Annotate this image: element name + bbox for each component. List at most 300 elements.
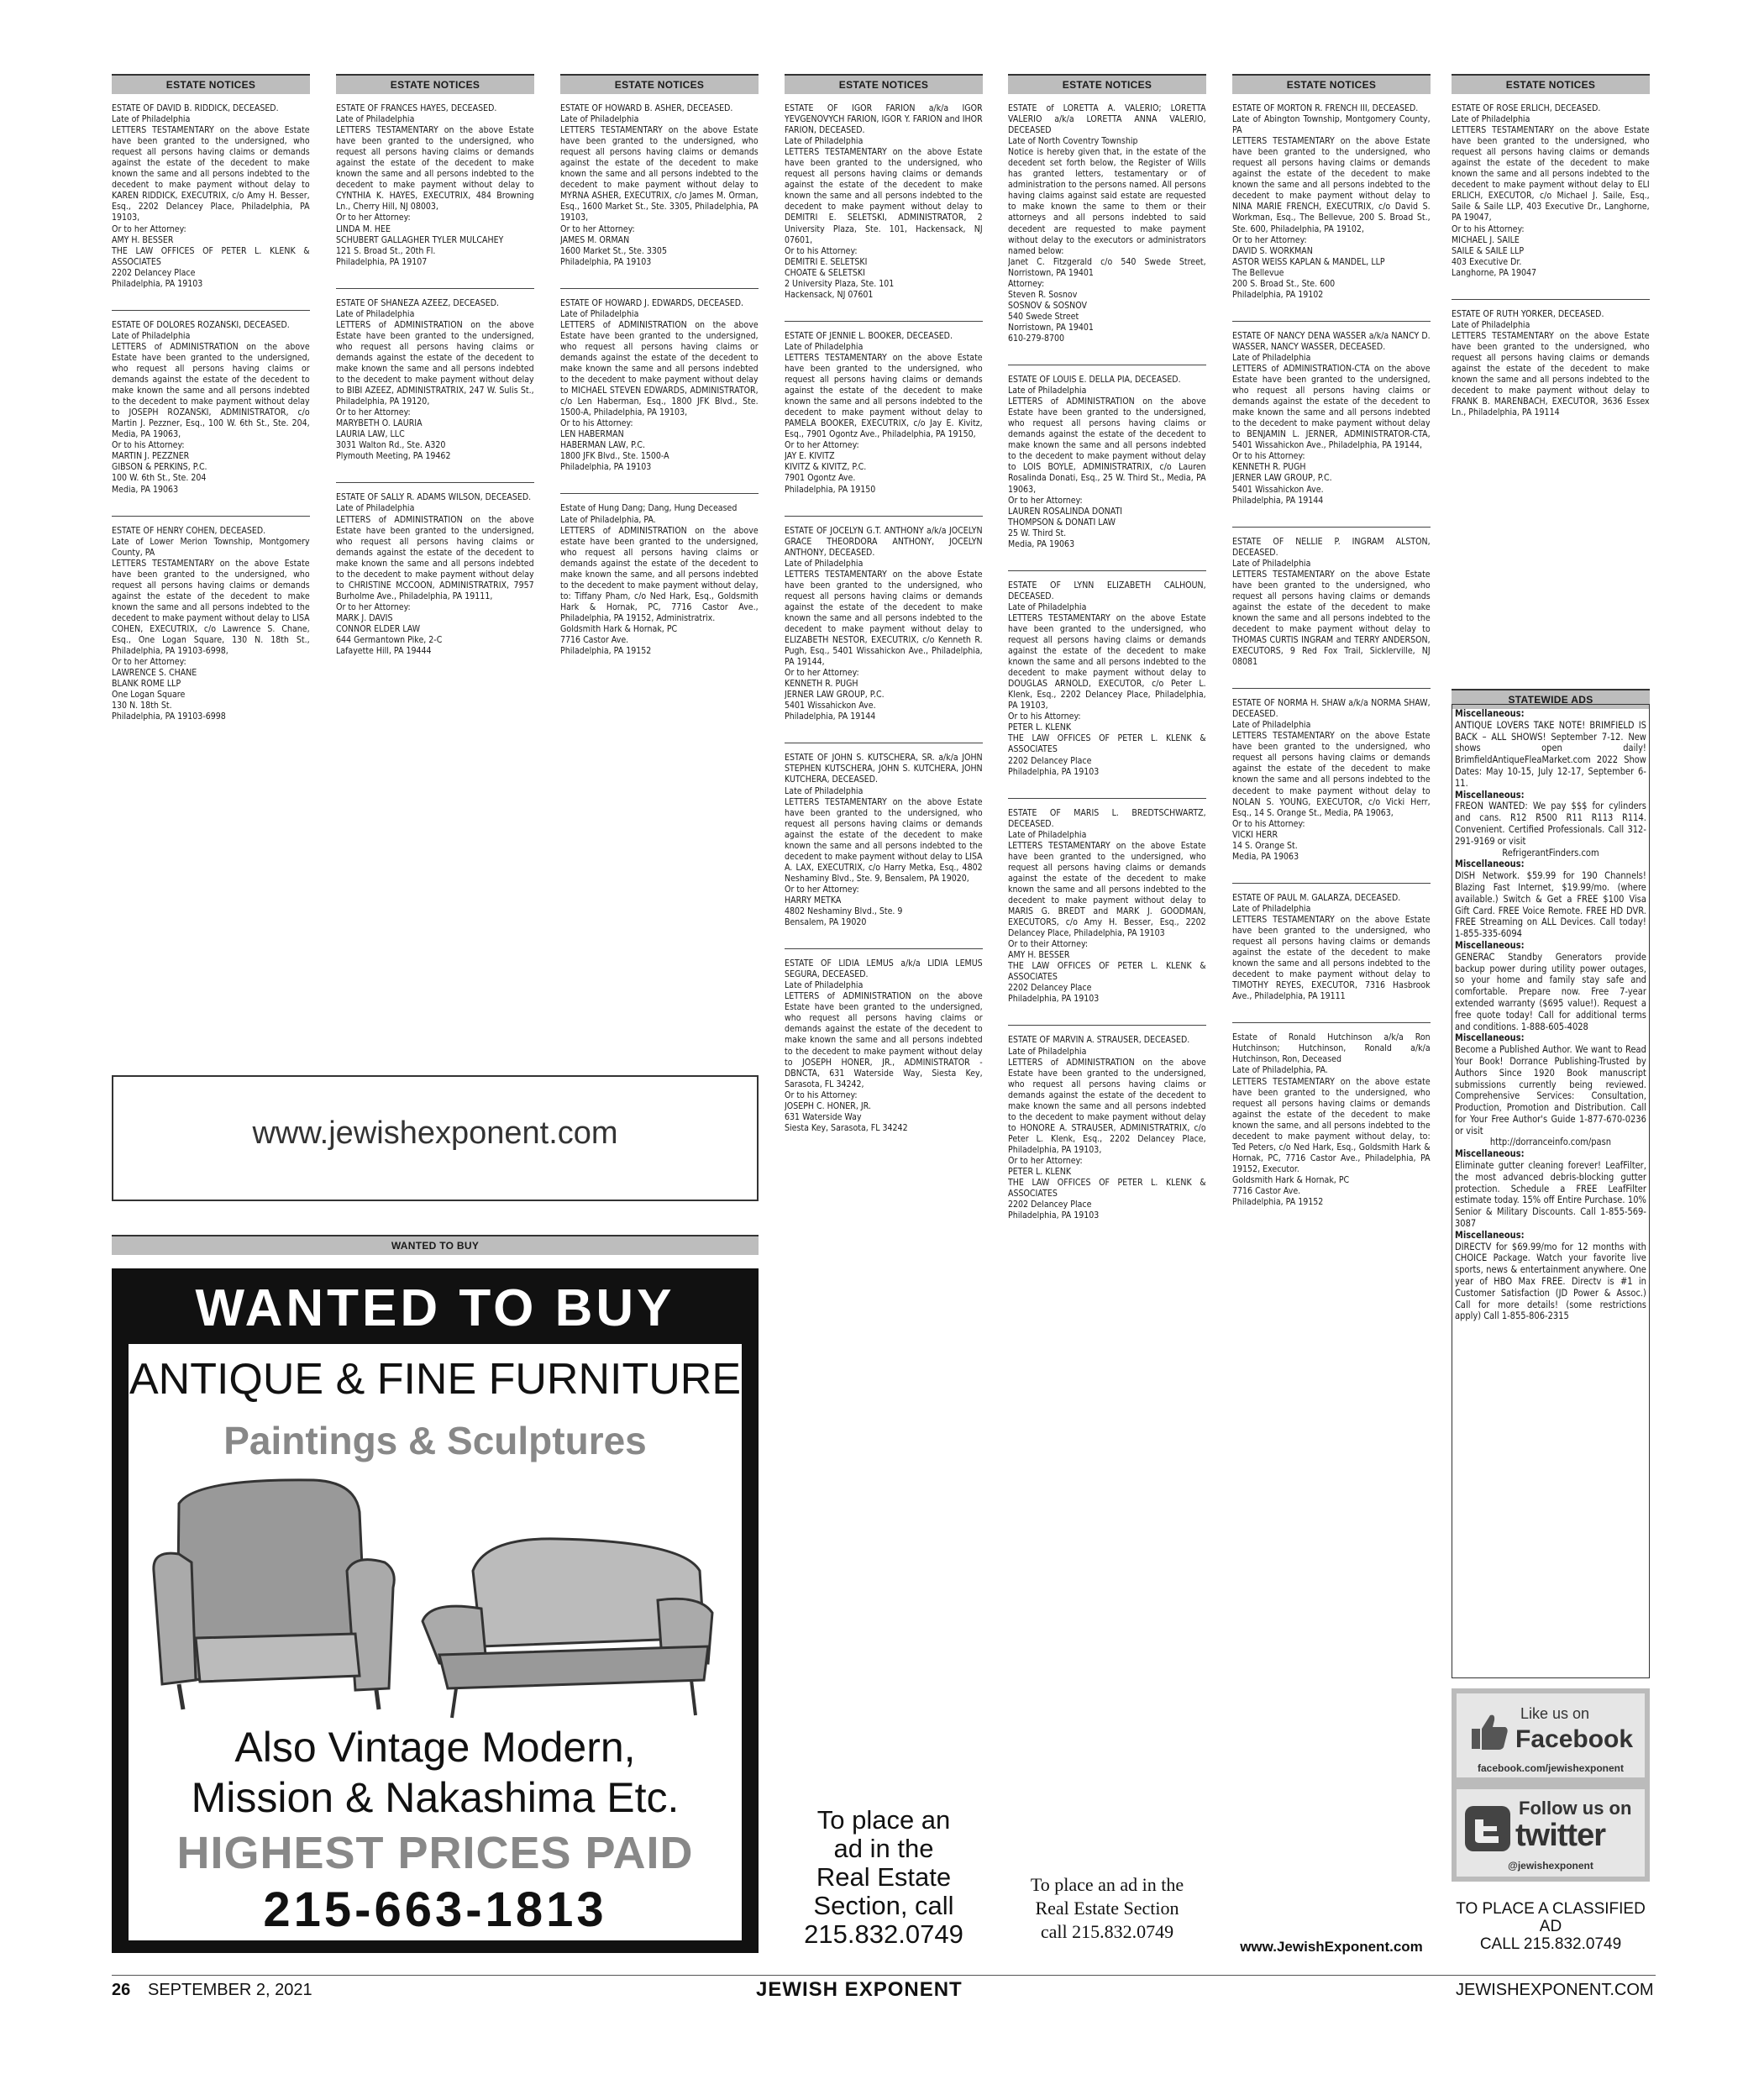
notice-line: 14 S. Orange St. [1232, 839, 1298, 851]
notice-line: ESTATE OF IGOR FARION a/k/a IGOR YEVGENOVYCH FARION, IGOR Y. FARION and IHOR FARION, DECEASED. [785, 102, 983, 136]
notice-line: Estate of Hung Dang; Dang, Hung Deceased [560, 502, 738, 514]
notice-line: LETTERS TESTAMENTARY on the above estate have been granted to the undersigned, who request all persons having claims or demands against the estate of the decedent to make known the same, and all persons indebted to the decedent to make payment without delay, to: Ted Peters, c/o Ned Hark, Esq., Goldsmith Hark & Hornak, PC, 7716 Castor Ave., Philadelphia, PA 19152, Executor. [1232, 1075, 1431, 1174]
estate-notice [560, 502, 759, 656]
ad-text: Become a Published Author. We want to Read Your Book! Dorrance Publishing-Trusted by Authors Since 1920 Book manuscript submissions currently being reviewed. Comprehensive Services: Consultation, Production, Promotion and Distribution. Call for Your Free Author's Guide 1-877-670-0236 or visit [1455, 1043, 1646, 1137]
notice-line: LETTERS of ADMINISTRATION on the above Estate have been granted to the undersigned, who request all persons having claims or demands against the estate of the decedent to make known the same and all persons indebted to the decedent to make payment without delay to JOSEPH ROZANSKI, ADMINISTRATOR, c/o Martin J. Pezzner, Esq., 100 W. 6th St., Ste. 204, Media, PA 19063, [112, 340, 310, 440]
notice-line: ESTATE OF DAVID B. RIDDICK, DECEASED. [112, 102, 279, 113]
section-header-statewide: STATEWIDE ADS [1452, 689, 1650, 709]
notice-line: Late of Abington Township, Montgomery County, PA [1232, 113, 1431, 136]
notice-line: DEMITRI E. SELETSKI [785, 255, 868, 267]
page-number: 26 [112, 1981, 131, 1999]
section-header: ESTATE NOTICES [336, 74, 534, 94]
notice-line: ASTOR WEISS KAPLAN & MANDEL, LLP [1232, 255, 1385, 267]
estate-column-3 [560, 74, 759, 656]
notice-line: 3031 Walton Rd., Ste. A320 [336, 439, 446, 451]
divider [336, 461, 534, 483]
notice-line: Or to her Attorney: [336, 601, 411, 612]
notice-line: VICKI HERR [1232, 828, 1278, 840]
notice-line: PETER L. KLENK [1008, 1166, 1072, 1178]
notice-line: LETTERS TESTAMENTARY on the above Estate have been granted to the undersigned, who request all persons having claims or demands against the estate of the decedent to make known the same and all persons indebted to the decedent to make payment without delay to PAMELA BOOKER, EXECUTRIX, c/o Jay E. Kivitz, Esq., 7901 Ogontz Ave., Philadelphia, PA 19150, [785, 351, 983, 440]
notice-line: Or to his Attorney: [1232, 450, 1305, 462]
notice-line: Or to her Attorney: [1232, 234, 1307, 245]
notice-line: Philadelphia, PA 19103 [112, 277, 203, 289]
notice-line: HARRY METKA [785, 895, 842, 906]
fb-name: Facebook [1515, 1725, 1634, 1753]
divider [112, 289, 310, 311]
notice-line: LETTERS TESTAMENTARY on the above Estate have been granted to the undersigned, who request all persons having claims or demands against the estate of the decedent to make known the same and all persons indebted to the decedent to make payment without delay to DEMITRI E. SELETSKI, ADMINISTRATOR, 2 University Plaza, Ste. 101, Hackensack, NJ 07601, [785, 146, 983, 245]
notice-line: 121 S. Broad St., 20th Fl. [336, 244, 436, 256]
divider [785, 722, 983, 743]
notice-line: LETTERS of ADMINISTRATION on the above Estate have been granted to the undersigned, who request all persons having claims or demands against the estate of the decedent to make known the same and all persons indebted to the decedent to make payment without delay to LOIS BOYLE, ADMINISTRATRIX, c/o Lauren Rosalinda Donati, Esq., 25 W. Third St., Media, PA 19063, [1008, 396, 1206, 495]
ad-text: DISH Network. $59.99 for 190 Channels! Blazing Fast Internet, $19.99/mo. (where available.) Switch & Get a FREE $100 Visa Gift Card. FREE Voice Remote. FREE HD DVR. FREE Streaming on ALL Devices. Call today! 1-855-335-6094 [1455, 869, 1646, 940]
notice-line: Lafayette Hill, PA 19444 [336, 645, 432, 657]
notice-line: Goldsmith Hark & Hornak, PC [1232, 1173, 1350, 1185]
estate-notice [1008, 102, 1206, 344]
divider [336, 267, 534, 289]
notice-line: JAMES M. ORMAN [560, 234, 630, 245]
notice-line: Late of Philadelphia [785, 557, 864, 569]
notice-line: Or to her Attorney: [1008, 494, 1083, 506]
twitter-promo[interactable] [1457, 1789, 1645, 1877]
section-header: ESTATE NOTICES [1008, 74, 1206, 94]
ad-category-label: Miscellaneous: [1455, 938, 1525, 951]
tw-follow-label: Follow us on [1519, 1798, 1632, 1819]
estate-notice [1452, 102, 1650, 278]
ad-prices: HIGHEST PRICES PAID [176, 1828, 694, 1878]
divider [112, 495, 310, 517]
divider [1232, 1001, 1431, 1023]
notice-line: MICHAEL J. SAILE [1452, 234, 1520, 245]
ad-text: FREON WANTED: We pay $$$ for cylinders and cans. R12 R500 R11 R113 R114. Convenient. Certified Professionals. Call 312-291-9169 or visit [1455, 800, 1646, 847]
notice-line: 4802 Neshaminy Blvd., Ste. 9 [785, 906, 903, 917]
notice-line: 2202 Delancey Place [112, 266, 196, 278]
notice-line: Late of Philadelphia [1008, 828, 1087, 840]
estate-notice [112, 102, 310, 289]
notice-line: ESTATE OF JOHN S. KUTSCHERA, SR. a/k/a JOHN STEPHEN KUTSCHERA, JOHN S. KUTCHERA, JOHN KUTCHERA, DECEASED. [785, 752, 983, 785]
notice-line: 7716 Castor Ave. [560, 634, 629, 646]
ad-text [129, 1722, 742, 1823]
notice-line: Steven R. Sosnov [1008, 288, 1078, 300]
notice-line: LETTERS TESTAMENTARY on the above Estate have been granted to the undersigned, who request all persons having claims or demands against the estate of the decedent to make known the same and all persons indebted to the decedent to make payment without delay to FRANK B. MARENBACH, EXECUTOR, 3636 Essex Ln., Philadelphia, PA 19114 [1452, 329, 1650, 418]
estate-notice [1008, 807, 1206, 1005]
notice-line: CHOATE & SELETSKI [785, 266, 865, 278]
notice-line: Or to her Attorney: [112, 656, 186, 668]
notice-line: ESTATE OF SALLY R. ADAMS WILSON, DECEASED. [336, 491, 532, 503]
masthead: JEWISH EXPONENT [756, 1978, 963, 2001]
estate-notice [560, 297, 759, 473]
issue-date: SEPTEMBER 2, 2021 [148, 1981, 312, 1999]
estate-notice [1008, 580, 1206, 777]
estate-notice [336, 297, 534, 462]
notice-line: MARK J. DAVIS [336, 612, 393, 623]
notice-line: HABERMAN LAW, P.C. [560, 439, 646, 451]
notice-line: Late of Philadelphia [1232, 719, 1311, 731]
estate-notice [1008, 1034, 1206, 1221]
notice-line: ESTATE OF JENNIE L. BOOKER, DECEASED. [785, 329, 953, 341]
notice-line: LETTERS of ADMINISTRATION on the above Estate have been granted to the undersigned, who request all persons having claims or demands against the estate of the decedent to make known the same and all persons indebted to the decedent to make payment without delay to JOSEPH HONER, JR., ADMINISTRATOR - DBNCTA, 631 Waterside Way, Siesta Key, Sarasota, FL 34242, [785, 990, 983, 1089]
divider [1452, 278, 1650, 300]
blurb-line: To place an [816, 1805, 951, 1835]
notice-line: Plymouth Meeting, PA 19462 [336, 450, 451, 462]
ad-text: GENERAC Standby Generators provide backup power during utility power outages, so your home and family stay safe and comfortable. Prepare now. Free 7-year extended warranty ($695 value!). Request a free quote today! Call for additional terms and conditions. 1-888-605-4028 [1455, 950, 1646, 1032]
notice-line: Media, PA 19063 [1008, 538, 1075, 549]
notice-line: JERNER LAW GROUP, P.C. [785, 689, 885, 701]
notice-line: Or to her Attorney: [112, 223, 186, 234]
thumbs-up-icon [1468, 1710, 1510, 1752]
notice-line: Philadelphia, PA 19103 [560, 255, 652, 267]
blurb-line: Real Estate Section [1035, 1898, 1179, 1919]
tw-handle: @jewishexponent [1508, 1860, 1593, 1872]
notice-line: LETTERS TESTAMENTARY on the above Estate have been granted to the undersigned, who request all persons having claims or demands against the estate of the decedent to make known the same and all persons indebted to the decedent to make payment without delay to ELIZABETH NESTOR, EXECUTRIX, c/o Kenneth R. Pugh, Esq., 5401 Wissahickon Ave., Philadelphia, PA 19144, [785, 568, 983, 668]
estate-column-2 [336, 74, 534, 656]
notice-line: Or to her Attorney: [785, 439, 859, 451]
notice-line: Late of Philadelphia [560, 113, 639, 125]
notice-line: Philadelphia, PA 19102 [1232, 288, 1324, 300]
notice-line: Or to his Attorney: [1452, 223, 1525, 234]
notice-line: LETTERS of ADMINISTRATION on the above Estate have been granted to the undersigned, who request all persons having claims or demands against the estate of the decedent to make known the same and all persons indebted to the decedent to make payment without delay to BIBI AZEEZ, ADMINISTRATRIX, 247 W. Sulis St., Philadelphia, PA 19120, [336, 318, 534, 407]
divider [1232, 300, 1431, 322]
notice-line: Or to her Attorney: [560, 223, 635, 234]
notice-line: Late of Lower Merion Township, Montgomery County, PA [112, 535, 310, 558]
notice-line: LAWRENCE S. CHANE [112, 667, 197, 679]
blurb-line: Section, call [813, 1891, 954, 1920]
notice-line: Norristown, PA 19401 [1008, 321, 1094, 333]
notice-line: Late of Philadelphia, PA. [1232, 1064, 1328, 1076]
notice-line: ESTATE OF DOLORES ROZANSKI, DECEASED. [112, 318, 290, 330]
place-ad-blurb [785, 1806, 983, 1949]
blurb-line: Real Estate [816, 1862, 952, 1892]
notice-line: 25 W. Third St. [1008, 527, 1067, 538]
notice-line: Late of Philadelphia [560, 307, 639, 319]
notice-line: 5401 Wissahickon Ave. [1232, 483, 1324, 495]
notice-line: ESTATE of LORETTA A. VALERIO; LORETTA VALERIO a/k/a LORETTA ANNA VALERIO, DECEASED [1008, 102, 1206, 136]
ad-text: Eliminate gutter cleaning forever! LeafFilter, the most advanced debris-blocking gutter protection. Schedule a FREE LeafFilter estimate today. 15% off Entire Purchase. 10% Senior & Military Discounts. Call 1-855-569-3087 [1455, 1159, 1646, 1230]
notice-line: Late of Philadelphia [785, 785, 864, 796]
notice-line: ESTATE OF LYNN ELIZABETH CALHOUN, DECEASED. [1008, 579, 1206, 601]
notice-line: 100 W. 6th St., Ste. 204 [112, 472, 207, 484]
fb-like-label: Like us on [1520, 1705, 1590, 1722]
notice-line: 1600 Market St., Ste. 3305 [560, 244, 667, 256]
notice-line: LETTERS of ADMINISTRATION on the above Estate have been granted to the undersigned, who request all persons having claims or demands against the estate of the decedent to make known the same and all persons indebted to the decedent to make payment without delay to HONORE A. STRAUSER, ADMINISTRATRIX, c/o Peter L. Klenk, Esq., 2202 Delancey Place, Philadelphia, PA 19103, [1008, 1056, 1206, 1155]
notice-line: Philadelphia, PA 19103-6998 [112, 711, 226, 722]
notice-line: LETTERS TESTAMENTARY on the above Estate have been granted to the undersigned, who request all persons having claims or demands against the estate of the decedent to make known the same and all persons indebted to the decedent to make payment without delay to ELI ERLICH, EXECUTOR, c/o Michael J. Saile, Esq., Saile & Saile LLP, 403 Executive Dr., Langhorne, PA 19047, [1452, 124, 1650, 223]
notice-line: Late of Philadelphia, PA. [560, 513, 656, 525]
notice-line: ESTATE OF HOWARD J. EDWARDS, DECEASED. [560, 297, 743, 308]
footer-rule [112, 1975, 1656, 1976]
ad-category-label: Miscellaneous: [1455, 788, 1525, 801]
notice-line: Late of Philadelphia [112, 113, 191, 125]
notice-line: Janet C. Fitzgerald c/o 540 Swede Street, Norristown, PA 19401 [1008, 255, 1206, 278]
estate-notice [560, 102, 759, 267]
notice-line: Late of Philadelphia [785, 135, 864, 147]
section-header: ESTATE NOTICES [112, 74, 310, 94]
notice-line: Philadelphia, PA 19144 [1232, 494, 1324, 506]
divider [785, 927, 983, 949]
notice-line: Or to her Attorney: [785, 883, 859, 895]
divider [1008, 549, 1206, 571]
notice-line: LETTERS TESTAMENTARY on the above Estate have been granted to the undersigned, who request all persons having claims or demands against the estate of the decedent to make known the same and all persons indebted to the decedent to make payment without delay to LISA A. LAX, EXECUTRIX, c/o Harry Metka, Esq., 4802 Neshaminy Blvd., Ste. 9, Bensalem, PA 19020, [785, 795, 983, 884]
notice-line: Philadelphia, PA 19103 [1008, 765, 1100, 777]
notice-line: Late of Philadelphia [1232, 902, 1311, 914]
estate-notice [1232, 330, 1431, 506]
notice-line: Late of Philadelphia [1452, 318, 1530, 330]
notice-line: Philadelphia, PA 19107 [336, 255, 428, 267]
notice-line: SAILE & SAILE LLP [1452, 244, 1525, 256]
notice-line: Or to his Attorney: [560, 417, 633, 429]
ad-phone[interactable]: 215-663-1813 [263, 1882, 607, 1937]
notice-line: ESTATE OF LIDIA LEMUS a/k/a LIDIA LEMUS SEGURA, DECEASED. [785, 958, 983, 980]
notice-line: Or to his Attorney: [785, 1089, 858, 1100]
estate-notice [336, 102, 534, 267]
estate-column-4 [785, 74, 983, 1133]
classified-blurb [1452, 1900, 1650, 1953]
notice-line: Late of Philadelphia [1232, 351, 1311, 363]
notice-line: ESTATE OF JOCELYN G.T. ANTHONY a/k/a JOCELYN GRACE THEORDORA ANTHONY, JOCELYN ANTHONY, DECEASED. [785, 524, 983, 558]
notice-line: DAVID S. WORKMAN [1232, 244, 1313, 256]
notice-line: MARTIN J. PEZZNER [112, 450, 190, 462]
ad-text: DIRECTV for $69.99/mo for 12 months with CHOICE Package. Watch your favorite live sports, news & entertainment anywhere. One year of HBO Max FREE. Directv is #1 in Customer Satisfaction (JD Power & Assoc.) Call for more details! (some restrictions apply) Call 1-855-806-2315 [1455, 1240, 1646, 1322]
notice-line: Notice is hereby given that, in the estate of the decedent set forth below, the Register of Wills has granted letters, testamentary or of administration to the persons named. All persons having claims against said estate are requested to make known the same to them or their attorneys and all persons indebted to said decedent are requested to make payment without delay to the executors or administrators named below: [1008, 146, 1206, 256]
notice-line: ESTATE OF HOWARD B. ASHER, DECEASED. [560, 102, 733, 113]
notice-line: Estate of Ronald Hutchinson a/k/a Ron Hutchinson; Hutchinson, Ronald a/k/a Hutchinson, Ron, Deceased [1232, 1032, 1431, 1065]
notice-line: LETTERS TESTAMENTARY on the above Estate have been granted to the undersigned, who request all persons having claims or demands against the estate of the decedent to make known the same and all persons indebted to the decedent to make payment without delay to KAREN RIDDICK, EXECUTRIX, c/o Amy H. Besser, Esq., 2202 Delancey Place, Philadelphia, PA 19103, [112, 124, 310, 223]
notice-line: ESTATE OF MORTON R. FRENCH III, DECEASED. [1232, 102, 1419, 113]
notice-line: LETTERS TESTAMENTARY on the above Estate have been granted to the undersigned, who request all persons having claims or demands against the estate of the decedent to make known the same and all persons indebted to the decedent to make payment without delay to NINA MARIE FRENCH, EXECUTRIX, c/o David S. Workman, Esq., The Bellevue, 200 S. Broad St., Ste. 600, Philadelphia, PA 19102, [1232, 135, 1431, 234]
estate-notice [1232, 892, 1431, 1001]
divider [1232, 862, 1431, 884]
notice-line: 2202 Delancey Place [1008, 982, 1092, 994]
ad-link[interactable]: http://dorranceinfo.com/pasn [1489, 1136, 1612, 1148]
notice-line: LETTERS TESTAMENTARY on the above Estate have been granted to the undersigned, who request all persons having claims or demands against the estate of the decedent to make known the same and all persons indebted to the decedent to make payment without delay to MYRNA ASHER, EXECUTRIX, c/o James M. Orman, Esq., 1600 Market St., Ste. 3305, Philadelphia, PA 19103, [560, 124, 759, 223]
notice-line: LETTERS TESTAMENTARY on the above Estate have been granted to the undersigned, who request all persons having claims or demands against the estate of the decedent to make known the same and all persons indebted to the decedent to make payment without delay to DOUGLAS ARNOLD, EXECUTOR, c/o Peter L. Klenk, Esq., 2202 Delancey Place, Philadelphia, PA 19103, [1008, 612, 1206, 711]
fb-url: facebook.com/jewishexponent [1477, 1762, 1625, 1774]
notice-line: Late of Philadelphia [336, 113, 415, 125]
notice-line: Late of Philadelphia [336, 307, 415, 319]
blurb-line: TO PLACE A CLASSIFIED AD [1456, 1900, 1646, 1935]
notice-line: LEN HABERMAN [560, 428, 624, 440]
notice-line: LETTERS TESTAMENTARY on the above Estate have been granted to the undersigned, who request all persons having claims or demands against the estate of the decedent to make known the same and all persons indebted to the decedent to make payment without delay to LISA COHEN, EXECUTRIX, c/o Lawrence S. Chane, Esq., One Logan Square, 130 N. 18th St., Philadelphia, PA 19103-6998, [112, 557, 310, 657]
notice-line: LETTERS TESTAMENTARY on the above Estate have been granted to the undersigned, who request all persons having claims or demands against the estate of the decedent to make known the same and all persons indebted to the decedent to make payment without delay to NOLAN S. YOUNG, EXECUTOR, c/o Vicki Herr, Esq., 14 S. Orange St., Media, PA 19063, [1232, 730, 1431, 818]
notice-line: Philadelphia, PA 19152 [560, 645, 652, 657]
notice-line: Philadelphia, PA 19152 [1232, 1196, 1324, 1208]
estate-notice [1232, 102, 1431, 300]
armchair-icon [145, 1470, 423, 1714]
divider [560, 472, 759, 494]
estate-notice [785, 330, 983, 495]
notice-line: Or to his Attorney: [1008, 711, 1081, 722]
estate-notice [1232, 697, 1431, 862]
notice-line: LETTERS of ADMINISTRATION on the above estate have been granted to the undersigned, who request all persons having claims or demands against the estate of the decedent to make known the same, and all persons indebted to the decedent to make payment without delay, to: Tiffany Pham, c/o Ned Hark, Esq., Goldsmith Hark & Hornak, PC, 7716 Castor Ave., Philadelphia, PA 19152, Administratrix. [560, 524, 759, 623]
notice-line: Attorney: [1008, 277, 1045, 289]
sofa-icon [406, 1520, 725, 1722]
notice-line: LETTERS TESTAMENTARY on the above Estate have been granted to the undersigned, who request all persons having claims or demands against the estate of the decedent to make known the same and all persons indebted to the decedent to make payment without delay to CYNTHIA K. HAYES, EXECUTRIX, 484 Browning Ln., Cherry Hill, NJ 08003, [336, 124, 534, 213]
notice-line: Or to his Attorney: [1232, 817, 1305, 829]
notice-line: ESTATE OF LOUIS E. DELLA PIA, DECEASED. [1008, 374, 1181, 386]
notice-line: LINDA M. HEE [336, 223, 391, 234]
notice-line: The Bellevue [1232, 266, 1284, 278]
notice-line: Philadelphia, PA 19150 [785, 483, 876, 495]
divider [1008, 344, 1206, 365]
estate-notice [785, 752, 983, 927]
notice-line: Bensalem, PA 19020 [785, 916, 867, 928]
notice-line: Or to her Attorney: [336, 212, 411, 223]
ad-category-label: Miscellaneous: [1455, 858, 1525, 870]
notice-line: LETTERS of ADMINISTRATION on the above Estate have been granted to the undersigned, who request all persons having claims or demands against the estate of the decedent to make known the same and all persons indebted to the decedent to make payment without delay to MICHAEL STEVEN EDWARDS, ADMINISTRATOR, c/o Len Haberman, Esq., 1800 JFK Blvd., Ste. 1500-A, Philadelphia, PA 19103, [560, 318, 759, 418]
notice-line: AMY H. BESSER [1008, 949, 1070, 961]
ad-category-label: Miscellaneous: [1455, 1032, 1525, 1044]
notice-line: KENNETH R. PUGH [785, 678, 858, 690]
notice-line: Hackensack, NJ 07601 [785, 288, 874, 300]
notice-line: Late of Philadelphia [1008, 601, 1087, 612]
estate-notice [336, 491, 534, 656]
ad-headline: ANTIQUE & FINE FURNITURE [129, 1355, 742, 1404]
place-ad-blurb-2 [1008, 1873, 1206, 1944]
website-url[interactable]: www.jewishexponent.com [252, 1116, 618, 1151]
section-header: ESTATE NOTICES [1232, 74, 1431, 94]
statewide-ads-box [1452, 704, 1650, 1678]
notice-line: CONNOR ELDER LAW [336, 622, 421, 634]
notice-line: 2 University Plaza, Ste. 101 [785, 277, 895, 289]
estate-notice [1232, 536, 1431, 668]
notice-line: 5401 Wissahickon Ave. [785, 700, 876, 711]
notice-line: Media, PA 19063 [112, 483, 179, 495]
notice-line: THOMPSON & DONATI LAW [1008, 516, 1116, 528]
notice-line: ESTATE OF NELLIE P. INGRAM ALSTON, DECEASED. [1232, 535, 1431, 558]
notice-line: LAUREN ROSALINDA DONATI [1008, 505, 1123, 517]
notice-line: 130 N. 18th St. [112, 700, 172, 711]
twitter-bird-icon [1463, 1804, 1512, 1853]
notice-line: JERNER LAW GROUP, P.C. [1232, 472, 1332, 484]
notice-line: JAY E. KIVITZ [785, 450, 835, 462]
notice-line: Media, PA 19063 [1232, 850, 1299, 862]
notice-line: LETTERS of ADMINISTRATION on the above Estate have been granted to the undersigned, who request all persons having claims or demands against the estate of the decedent to make known the same and all persons indebted to the decedent to make payment without delay to CHRISTINE MCCOON, ADMINISTRATRIX, 7957 Burholme Ave., Philadelphia, PA 19111, [336, 513, 534, 601]
notice-line: Or to her Attorney: [1008, 1154, 1083, 1166]
website-link[interactable]: www.JewishExponent.com [1240, 1939, 1423, 1955]
notice-line: ESTATE OF ROSE ERLICH, DECEASED. [1452, 102, 1601, 113]
divider [785, 300, 983, 322]
notice-line: Late of Philadelphia [1452, 113, 1530, 125]
notice-line: 610-279-8700 [1008, 332, 1065, 344]
notice-line: 7901 Ogontz Ave. [785, 472, 856, 484]
notice-line: ESTATE OF NANCY DENA WASSER a/k/a NANCY D. WASSER, NANCY WASSER, DECEASED. [1232, 329, 1431, 352]
facebook-promo[interactable] [1457, 1693, 1645, 1777]
blurb-line: 215.832.0749 [804, 1919, 963, 1949]
estate-notice [785, 102, 983, 300]
notice-line: ESTATE OF SHANEZA AZEEZ, DECEASED. [336, 297, 500, 308]
estate-notice [1008, 374, 1206, 549]
estate-notice [1232, 1032, 1431, 1207]
notice-line: ESTATE OF HENRY COHEN, DECEASED. [112, 524, 266, 536]
notice-line: SOSNOV & SOSNOV [1008, 299, 1087, 311]
estate-column-7 [1452, 74, 1650, 417]
notice-line: 200 S. Broad St., Ste. 600 [1232, 277, 1336, 289]
ad-line: Also Vintage Modern, [234, 1724, 636, 1771]
notice-line: 644 Germantown Pike, 2-C [336, 634, 443, 646]
estate-notice [1452, 308, 1650, 417]
notice-line: Or to her Attorney: [785, 667, 859, 679]
notice-line: ESTATE OF MARVIN A. STRAUSER, DECEASED. [1008, 1034, 1190, 1046]
notice-line: ESTATE OF PAUL M. GALARZA, DECEASED. [1232, 891, 1401, 903]
ad-category-label: Miscellaneous: [1455, 1147, 1525, 1160]
divider [1232, 667, 1431, 689]
notice-line: LETTERS of ADMINISTRATION-CTA on the above Estate have been granted to the undersigned, who request all persons having claims or demands against the estate of the decedent to make known the same and all persons indebted to the decedent to make payment without delay to BENJAMIN L. JERNER, ADMINISTRATOR-CTA, 5401 Wissahickon Ave., Philadelphia, PA 19144, [1232, 362, 1431, 451]
notice-line: Late of Philadelphia [112, 329, 191, 341]
estate-notice [112, 319, 310, 495]
section-header: ESTATE NOTICES [560, 74, 759, 94]
estate-column-5 [1008, 74, 1206, 1221]
notice-line: 631 Waterside Way [785, 1110, 862, 1122]
estate-notice [785, 525, 983, 722]
notice-line: Late of Philadelphia [785, 340, 864, 352]
divider [560, 267, 759, 289]
notice-line: Langhorne, PA 19047 [1452, 266, 1537, 278]
notice-line: Late of North Coventry Township [1008, 135, 1138, 147]
tw-name: twitter [1515, 1818, 1605, 1853]
notice-line: 7716 Castor Ave. [1232, 1184, 1301, 1196]
ad-body [129, 1344, 742, 1940]
estate-column-6 [1232, 74, 1431, 1207]
notice-line: SCHUBERT GALLAGHER TYLER MULCAHEY [336, 234, 504, 245]
notice-line: JOSEPH C. HONER, JR. [785, 1100, 871, 1111]
notice-line: 2202 Delancey Place [1008, 1199, 1092, 1210]
ad-link[interactable]: RefrigerantFinders.com [1502, 846, 1599, 858]
ad-category-label: Miscellaneous: [1455, 1228, 1525, 1241]
estate-notice [112, 525, 310, 722]
notice-line: Philadelphia, PA 19103 [560, 461, 652, 473]
notice-line: THE LAW OFFICES OF PETER L. KLENK & ASSOCIATES [1008, 732, 1206, 755]
social-promo [1452, 1688, 1650, 1882]
notice-line: Philadelphia, PA 19103 [1008, 993, 1100, 1005]
ad-line: Mission & Nakashima Etc. [191, 1774, 680, 1821]
divider [1232, 506, 1431, 528]
notice-line: MARYBETH O. LAURIA [336, 417, 423, 429]
notice-line: LAURIA LAW, LLC [336, 428, 405, 440]
statewide-ads-list [1455, 708, 1646, 1322]
notice-line: Late of Philadelphia [1232, 557, 1311, 569]
notice-line: BLANK ROME LLP [112, 678, 181, 690]
notice-line: PETER L. KLENK [1008, 722, 1072, 733]
notice-line: THE LAW OFFICES OF PETER L. KLENK & ASSOCIATES [112, 244, 310, 267]
divider [1008, 1004, 1206, 1026]
section-header: ESTATE NOTICES [785, 74, 983, 94]
notice-line: Or to their Attorney: [1008, 938, 1089, 950]
website-box [112, 1075, 759, 1201]
notice-line: LETTERS TESTAMENTARY on the above Estate have been granted to the undersigned, who request all persons having claims or demands against the estate of the decedent to make known the same and all persons indebted to the decedent to make payment without delay to THOMAS CURTIS INGRAM and TERRY ANDERSON, EXECUTORS, 9 Red Fox Trail, Sicklerville, NJ 08081 [1232, 568, 1431, 668]
notice-line: KIVITZ & KIVITZ, P.C. [785, 461, 867, 473]
blurb-line: To place an ad in the [1030, 1874, 1184, 1895]
divider [1008, 777, 1206, 799]
section-header: ESTATE NOTICES [1452, 74, 1650, 94]
notice-line: LETTERS TESTAMENTARY on the above Estate have been granted to the undersigned, who request all persons having claims or demands against the estate of the decedent to make known the same and all persons indebted to the decedent to make payment without delay to TIMOTHY REYES, EXECUTOR, 7316 Hasbrook Ave., Philadelphia, PA 19111 [1232, 913, 1431, 1002]
ad-subheadline: Paintings & Sculptures [223, 1419, 647, 1462]
wanted-to-buy-ad [112, 1268, 759, 1953]
blurb-line: ad in the [833, 1834, 934, 1863]
notice-line: Philadelphia, PA 19103 [1008, 1210, 1100, 1221]
blurb-line: call 215.832.0749 [1040, 1921, 1174, 1942]
notice-line: Late of Philadelphia [1008, 1045, 1087, 1057]
notice-line: ESTATE OF FRANCES HAYES, DECEASED. [336, 102, 497, 113]
notice-line: Late of Philadelphia [336, 502, 415, 514]
estate-column-1 [112, 74, 310, 722]
notice-line: 1800 JFK Blvd., Ste. 1500-A [560, 450, 669, 462]
section-header-wanted: WANTED TO BUY [112, 1235, 759, 1255]
notice-line: 403 Executive Dr. [1452, 255, 1522, 267]
blurb-line: CALL 215.832.0749 [1479, 1935, 1622, 1953]
ad-text: ANTIQUE LOVERS TAKE NOTE! BRIMFIELD IS BACK – ALL SHOWS! September 7-12. New shows open daily! BrimfieldAntiqueFleaMarket.com 2022 Show Dates: May 10-15, July 12-17, September 6-11. [1455, 718, 1646, 789]
notice-line: THE LAW OFFICES OF PETER L. KLENK & ASSOCIATES [1008, 960, 1206, 983]
site-url[interactable]: JEWISHEXPONENT.COM [1456, 1981, 1654, 1999]
notice-line: Or to her Attorney: [336, 407, 411, 418]
